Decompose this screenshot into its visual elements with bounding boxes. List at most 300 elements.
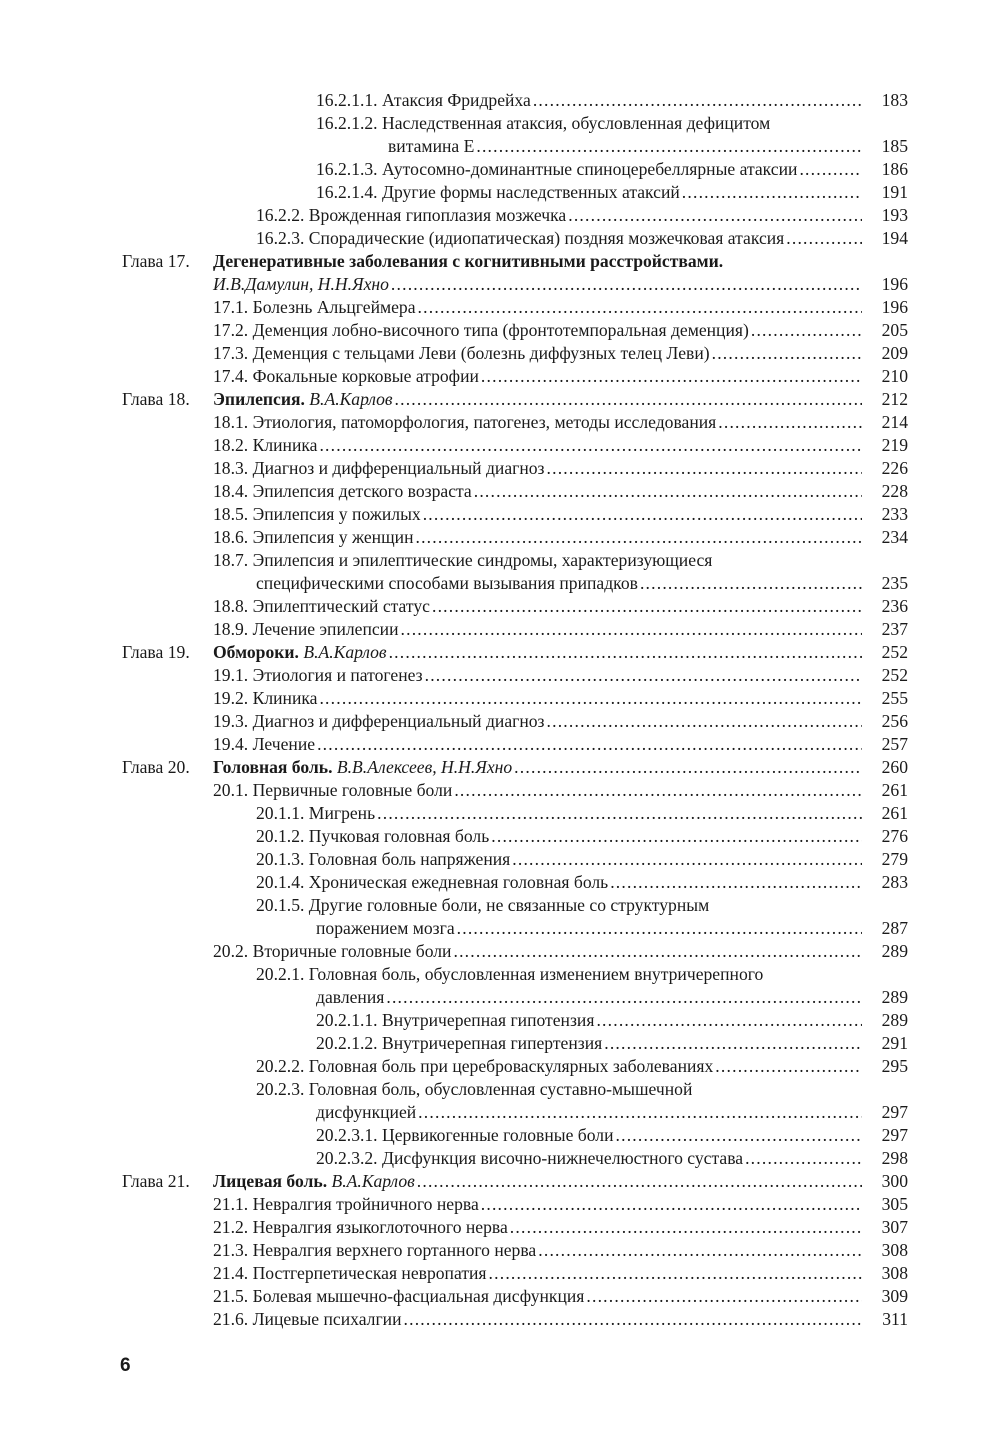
chapter-row bbox=[0, 250, 1000, 273]
section-number: 20.1.4. bbox=[256, 872, 305, 892]
toc-entry-text bbox=[256, 227, 862, 250]
toc-entry bbox=[213, 733, 315, 756]
section-number: 18.6. bbox=[213, 527, 249, 547]
page-ref: 289 bbox=[881, 1010, 908, 1030]
toc-entry-text bbox=[213, 595, 862, 618]
section-number: 16.2.1.4. bbox=[316, 182, 378, 202]
toc-row bbox=[0, 480, 1000, 503]
page-ref: 209 bbox=[881, 343, 908, 363]
toc-entry bbox=[213, 549, 712, 572]
section-number: 18.9. bbox=[213, 619, 249, 639]
toc-row bbox=[0, 1032, 1000, 1055]
toc-entry-text bbox=[213, 1308, 862, 1331]
section-title: Головная боль напряжения bbox=[308, 849, 511, 869]
toc-entry bbox=[316, 1147, 743, 1170]
section-title: Этиология, патоморфология, патогенез, методы исследования bbox=[252, 412, 717, 432]
section-title: Спорадические (идиопатическая) поздняя мозжечковая атаксия bbox=[308, 228, 785, 248]
page-ref: 307 bbox=[881, 1217, 908, 1237]
toc-entry bbox=[213, 319, 749, 342]
section-title-cont: поражением мозга bbox=[316, 918, 455, 938]
toc-entry bbox=[213, 411, 716, 434]
section-title: Этиология и патогенез bbox=[252, 665, 423, 685]
dot-leader bbox=[418, 1101, 862, 1124]
section-title: Хроническая ежедневная головная боль bbox=[308, 872, 609, 892]
page-ref: 308 bbox=[881, 1263, 908, 1283]
dot-leader bbox=[481, 365, 862, 388]
dot-leader bbox=[317, 733, 862, 756]
toc-entry-text bbox=[213, 319, 862, 342]
toc-entry-text bbox=[256, 802, 862, 825]
toc-row bbox=[0, 1193, 1000, 1216]
dot-leader bbox=[401, 618, 863, 641]
toc-entry-text bbox=[388, 135, 862, 158]
toc-entry bbox=[213, 1193, 479, 1216]
toc-entry-text bbox=[256, 1078, 862, 1101]
page-ref: 183 bbox=[881, 90, 908, 110]
chapter-row bbox=[0, 1170, 1000, 1193]
toc-entry-text bbox=[256, 825, 862, 848]
toc-row-cont bbox=[0, 917, 1000, 940]
toc-entry bbox=[213, 434, 317, 457]
dot-leader bbox=[423, 503, 862, 526]
toc-entry-text bbox=[213, 526, 862, 549]
toc-entry-text bbox=[256, 894, 862, 917]
toc-row bbox=[0, 1285, 1000, 1308]
toc-row bbox=[0, 1078, 1000, 1101]
toc-entry bbox=[256, 227, 784, 250]
section-title-cont: витамина Е bbox=[388, 136, 475, 156]
dot-leader bbox=[547, 457, 862, 480]
toc-row bbox=[0, 595, 1000, 618]
page-ref: 235 bbox=[881, 573, 908, 593]
toc-entry bbox=[213, 296, 416, 319]
toc-row bbox=[0, 1216, 1000, 1239]
toc-row bbox=[0, 825, 1000, 848]
toc-entry bbox=[316, 181, 680, 204]
toc-entry-text bbox=[213, 733, 862, 756]
chapter-label: Глава 17. bbox=[122, 251, 190, 271]
toc-entry bbox=[256, 204, 566, 227]
toc-entry-text bbox=[213, 434, 862, 457]
chapter-title-bold: Лицевая боль. bbox=[213, 1171, 328, 1191]
chapter-label: Глава 19. bbox=[122, 642, 190, 662]
toc-entry-text bbox=[316, 181, 862, 204]
section-title: Внутричерепная гипертензия bbox=[381, 1033, 603, 1053]
page-ref: 212 bbox=[881, 389, 908, 409]
dot-leader bbox=[386, 986, 862, 1009]
dot-leader bbox=[799, 158, 862, 181]
section-title: Внутричерепная гипотензия bbox=[381, 1010, 595, 1030]
toc-entry bbox=[256, 1078, 692, 1101]
toc-entry-text bbox=[316, 1009, 862, 1032]
chapter-title bbox=[213, 388, 393, 411]
section-title: Эпилепсия детского возраста bbox=[252, 481, 472, 501]
page-ref: 305 bbox=[881, 1194, 908, 1214]
toc-entry-text bbox=[213, 273, 862, 296]
toc-row bbox=[0, 319, 1000, 342]
chapter-row bbox=[0, 756, 1000, 779]
toc-entry bbox=[213, 1308, 402, 1331]
toc-row-cont bbox=[0, 1101, 1000, 1124]
dot-leader bbox=[404, 1308, 863, 1331]
toc-row bbox=[0, 940, 1000, 963]
toc-entry-text bbox=[316, 1032, 862, 1055]
dot-leader bbox=[454, 779, 862, 802]
dot-leader bbox=[395, 388, 862, 411]
toc-entry-text bbox=[213, 480, 862, 503]
dot-leader bbox=[514, 756, 862, 779]
toc-entry-text bbox=[256, 871, 862, 894]
page-ref: 193 bbox=[881, 205, 908, 225]
toc-entry bbox=[213, 342, 710, 365]
toc-entry bbox=[316, 89, 531, 112]
toc-row bbox=[0, 457, 1000, 480]
section-title-cont: специфическими способами вызывания припадков bbox=[256, 573, 638, 593]
dot-leader bbox=[319, 687, 862, 710]
section-title: Фокальные корковые атрофии bbox=[252, 366, 479, 386]
section-title-cont: давления bbox=[316, 987, 385, 1007]
toc-row bbox=[0, 296, 1000, 319]
toc-entry-text bbox=[316, 158, 862, 181]
section-number: 20.2.3.2. bbox=[316, 1148, 378, 1168]
section-number: 21.5. bbox=[213, 1286, 249, 1306]
section-number: 21.6. bbox=[213, 1309, 249, 1329]
toc-row bbox=[0, 963, 1000, 986]
toc-row bbox=[0, 1009, 1000, 1032]
section-title: Головная боль, обусловленная изменением внутричерепного bbox=[308, 964, 764, 984]
chapter-label: Глава 18. bbox=[122, 389, 190, 409]
section-number: 20.1.3. bbox=[256, 849, 305, 869]
dot-leader bbox=[491, 825, 862, 848]
toc-entry bbox=[316, 112, 770, 135]
dot-leader bbox=[512, 848, 862, 871]
toc-entry bbox=[256, 963, 763, 986]
page-ref: 287 bbox=[881, 918, 908, 938]
chapter-row-cont bbox=[0, 273, 1000, 296]
toc-row bbox=[0, 1147, 1000, 1170]
dot-leader bbox=[745, 1147, 862, 1170]
page-ref: 226 bbox=[881, 458, 908, 478]
page-ref: 276 bbox=[881, 826, 908, 846]
section-number: 17.3. bbox=[213, 343, 249, 363]
chapter-title-bold: Эпилепсия. bbox=[213, 389, 305, 409]
section-title: Невралгия верхнего гортанного нерва bbox=[252, 1240, 537, 1260]
toc-entry-text bbox=[316, 1101, 862, 1124]
toc-row bbox=[0, 365, 1000, 388]
toc-entry-text bbox=[316, 986, 862, 1009]
toc-entry bbox=[213, 1239, 536, 1262]
toc-row bbox=[0, 411, 1000, 434]
page-ref: 309 bbox=[881, 1286, 908, 1306]
page-ref: 196 bbox=[881, 297, 908, 317]
chapter-authors: В.А.Карлов bbox=[303, 642, 387, 662]
section-number: 18.1. bbox=[213, 412, 249, 432]
toc-entry bbox=[213, 710, 545, 733]
toc-entry bbox=[213, 1262, 487, 1285]
section-number: 21.3. bbox=[213, 1240, 249, 1260]
toc-entry bbox=[213, 480, 472, 503]
section-number: 19.4. bbox=[213, 734, 249, 754]
chapter-authors: И.В.Дамулин, Н.Н.Яхно bbox=[213, 274, 389, 294]
dot-leader bbox=[476, 135, 862, 158]
toc-entry bbox=[213, 365, 479, 388]
section-title: Наследственная атаксия, обусловленная дефицитом bbox=[381, 113, 771, 133]
toc-entry-text bbox=[256, 963, 862, 986]
section-number: 20.2.3.1. bbox=[316, 1125, 378, 1145]
dot-leader bbox=[319, 434, 862, 457]
dot-leader bbox=[377, 802, 862, 825]
toc-entry-text bbox=[213, 664, 862, 687]
page-ref: 233 bbox=[881, 504, 908, 524]
toc-row bbox=[0, 871, 1000, 894]
page-ref: 297 bbox=[881, 1125, 908, 1145]
dot-leader bbox=[586, 1285, 862, 1308]
toc-entry-text bbox=[256, 572, 862, 595]
section-number: 19.1. bbox=[213, 665, 249, 685]
dot-leader bbox=[457, 917, 862, 940]
toc-entry bbox=[213, 687, 317, 710]
section-title: Другие формы наследственных атаксий bbox=[381, 182, 680, 202]
toc-entry-text bbox=[213, 1262, 862, 1285]
section-title: Лечение bbox=[252, 734, 316, 754]
chapter-title bbox=[213, 756, 512, 779]
toc-row bbox=[0, 526, 1000, 549]
section-number: 17.2. bbox=[213, 320, 249, 340]
dot-leader bbox=[453, 940, 862, 963]
toc-entry bbox=[213, 1216, 508, 1239]
page-ref: 255 bbox=[881, 688, 908, 708]
dot-leader bbox=[682, 181, 862, 204]
section-number: 18.3. bbox=[213, 458, 249, 478]
dot-leader bbox=[596, 1009, 862, 1032]
toc-row bbox=[0, 618, 1000, 641]
dot-leader bbox=[533, 89, 862, 112]
section-number: 18.4. bbox=[213, 481, 249, 501]
toc-row bbox=[0, 664, 1000, 687]
dot-leader bbox=[538, 1239, 862, 1262]
toc-row bbox=[0, 342, 1000, 365]
section-title: Аутосомно-доминантные спиноцеребеллярные атаксии bbox=[381, 159, 798, 179]
toc-row bbox=[0, 733, 1000, 756]
page-ref: 234 bbox=[881, 527, 908, 547]
toc-entry-text bbox=[213, 1216, 862, 1239]
toc-row bbox=[0, 802, 1000, 825]
section-title: Вторичные головные боли bbox=[252, 941, 452, 961]
dot-leader bbox=[481, 1193, 862, 1216]
section-number: 20.2.1.2. bbox=[316, 1033, 378, 1053]
page-number: 6 bbox=[120, 1355, 131, 1376]
page-ref: 196 bbox=[881, 274, 908, 294]
section-number: 20.2.1. bbox=[256, 964, 305, 984]
toc-entry bbox=[316, 158, 797, 181]
dot-leader bbox=[718, 411, 862, 434]
toc-row bbox=[0, 710, 1000, 733]
dot-leader bbox=[547, 710, 862, 733]
toc-entry bbox=[213, 779, 452, 802]
toc-row bbox=[0, 158, 1000, 181]
page-ref: 260 bbox=[881, 757, 908, 777]
chapter-title-bold: Дегенеративные заболевания с когнитивными расстройствами. bbox=[213, 251, 724, 271]
section-number: 17.1. bbox=[213, 297, 249, 317]
toc-row bbox=[0, 503, 1000, 526]
chapter-authors: В.В.Алексеев, Н.Н.Яхно bbox=[336, 757, 513, 777]
section-title: Болезнь Альцгеймера bbox=[252, 297, 416, 317]
toc-entry bbox=[213, 618, 399, 641]
dot-leader bbox=[751, 319, 862, 342]
section-title: Мигрень bbox=[308, 803, 376, 823]
page-ref: 237 bbox=[881, 619, 908, 639]
toc-entry-text bbox=[213, 1170, 862, 1193]
section-title: Врожденная гипоплазия мозжечка bbox=[308, 205, 567, 225]
section-title: Эпилептический статус bbox=[252, 596, 430, 616]
toc-row bbox=[0, 549, 1000, 572]
dot-leader bbox=[786, 227, 862, 250]
page-ref: 308 bbox=[881, 1240, 908, 1260]
section-title: Невралгия тройничного нерва bbox=[252, 1194, 479, 1214]
chapter-title bbox=[213, 1170, 415, 1193]
section-number: 20.2.1.1. bbox=[316, 1010, 378, 1030]
section-number: 20.2.2. bbox=[256, 1056, 305, 1076]
toc-row bbox=[0, 227, 1000, 250]
toc-entry-text bbox=[213, 710, 862, 733]
section-number: 21.1. bbox=[213, 1194, 249, 1214]
chapter-title bbox=[213, 250, 723, 273]
toc-entry-text bbox=[213, 1239, 862, 1262]
toc-row bbox=[0, 894, 1000, 917]
toc-entry bbox=[256, 1055, 713, 1078]
page-ref: 289 bbox=[881, 941, 908, 961]
dot-leader bbox=[432, 595, 862, 618]
section-title: Деменция лобно-височного типа (фронтотемпоральная деменция) bbox=[252, 320, 749, 340]
toc-entry-text bbox=[213, 457, 862, 480]
section-title: Невралгия языкоглоточного нерва bbox=[252, 1217, 508, 1237]
page-ref: 279 bbox=[881, 849, 908, 869]
toc-entry-text bbox=[213, 687, 862, 710]
section-number: 16.2.1.3. bbox=[316, 159, 378, 179]
page-ref: 191 bbox=[881, 182, 908, 202]
dot-leader bbox=[489, 1262, 862, 1285]
chapter-row bbox=[0, 388, 1000, 411]
section-number: 17.4. bbox=[213, 366, 249, 386]
toc-row-cont bbox=[0, 986, 1000, 1009]
dot-leader bbox=[474, 480, 862, 503]
section-title: Диагноз и дифференциальный диагноз bbox=[252, 458, 545, 478]
toc-entry bbox=[213, 664, 423, 687]
dot-leader bbox=[391, 273, 862, 296]
toc-row bbox=[0, 181, 1000, 204]
toc-row bbox=[0, 434, 1000, 457]
chapter-label: Глава 20. bbox=[122, 757, 190, 777]
page-ref: 311 bbox=[882, 1309, 908, 1329]
toc-row bbox=[0, 687, 1000, 710]
toc-entry-text bbox=[256, 848, 862, 871]
section-number: 16.2.1.1. bbox=[316, 90, 378, 110]
section-title: Эпилепсия и эпилептические синдромы, характеризующиеся bbox=[252, 550, 713, 570]
section-number: 18.5. bbox=[213, 504, 249, 524]
toc-row bbox=[0, 1308, 1000, 1331]
dot-leader bbox=[616, 1124, 862, 1147]
toc-entry-text bbox=[213, 1193, 862, 1216]
toc-entry bbox=[256, 848, 510, 871]
chapter-row bbox=[0, 641, 1000, 664]
toc-row bbox=[0, 1055, 1000, 1078]
page-ref: 300 bbox=[881, 1171, 908, 1191]
page-ref: 256 bbox=[881, 711, 908, 731]
toc-entry bbox=[316, 1124, 614, 1147]
page-ref: 252 bbox=[881, 665, 908, 685]
dot-leader bbox=[610, 871, 862, 894]
chapter-authors: В.А.Карлов bbox=[309, 389, 393, 409]
toc-entry bbox=[213, 940, 451, 963]
toc-row bbox=[0, 848, 1000, 871]
toc-entry bbox=[213, 526, 413, 549]
toc-entry-text bbox=[213, 641, 862, 664]
toc-entry-text bbox=[213, 250, 862, 273]
section-number: 21.4. bbox=[213, 1263, 249, 1283]
section-number: 18.8. bbox=[213, 596, 249, 616]
dot-leader bbox=[712, 342, 862, 365]
section-number: 19.2. bbox=[213, 688, 249, 708]
section-number: 19.3. bbox=[213, 711, 249, 731]
page-ref: 236 bbox=[881, 596, 908, 616]
page-ref: 261 bbox=[881, 780, 908, 800]
dot-leader bbox=[425, 664, 862, 687]
section-title: Диагноз и дифференциальный диагноз bbox=[252, 711, 545, 731]
toc-entry-text bbox=[213, 618, 862, 641]
toc-entry-text bbox=[213, 779, 862, 802]
page-ref: 186 bbox=[881, 159, 908, 179]
toc-row bbox=[0, 1239, 1000, 1262]
page-ref: 214 bbox=[881, 412, 908, 432]
page-ref: 205 bbox=[881, 320, 908, 340]
toc-row bbox=[0, 89, 1000, 112]
toc-entry-text bbox=[213, 756, 862, 779]
dot-leader bbox=[568, 204, 862, 227]
page-ref: 261 bbox=[881, 803, 908, 823]
toc-entry-text bbox=[213, 940, 862, 963]
page-ref: 297 bbox=[881, 1102, 908, 1122]
chapter-title-bold: Головная боль. bbox=[213, 757, 333, 777]
section-title: Постгерпетическая невропатия bbox=[252, 1263, 487, 1283]
page-ref: 291 bbox=[881, 1033, 908, 1053]
dot-leader bbox=[415, 526, 862, 549]
dot-leader bbox=[389, 641, 862, 664]
toc-row-cont bbox=[0, 572, 1000, 595]
toc-entry-text bbox=[316, 917, 862, 940]
toc-entry-text bbox=[316, 1147, 862, 1170]
toc-row bbox=[0, 204, 1000, 227]
section-number: 18.2. bbox=[213, 435, 249, 455]
dot-leader bbox=[418, 296, 862, 319]
section-number: 16.2.1.2. bbox=[316, 113, 378, 133]
toc-entry-text bbox=[316, 89, 862, 112]
toc-row bbox=[0, 1262, 1000, 1285]
toc-entry bbox=[256, 802, 375, 825]
toc-entry bbox=[316, 1032, 602, 1055]
toc-entry-text bbox=[316, 112, 862, 135]
page-ref: 252 bbox=[881, 642, 908, 662]
toc-entry bbox=[213, 457, 545, 480]
chapter-authors: В.А.Карлов bbox=[331, 1171, 415, 1191]
section-title: Пучковая головная боль bbox=[308, 826, 490, 846]
section-title: Головная боль, обусловленная суставно-мышечной bbox=[308, 1079, 693, 1099]
toc-entry-text bbox=[316, 1124, 862, 1147]
section-number: 18.7. bbox=[213, 550, 249, 570]
toc-entry bbox=[256, 871, 608, 894]
page-ref: 298 bbox=[881, 1148, 908, 1168]
toc-entry-text bbox=[213, 365, 862, 388]
section-title-cont: дисфункцией bbox=[316, 1102, 417, 1122]
